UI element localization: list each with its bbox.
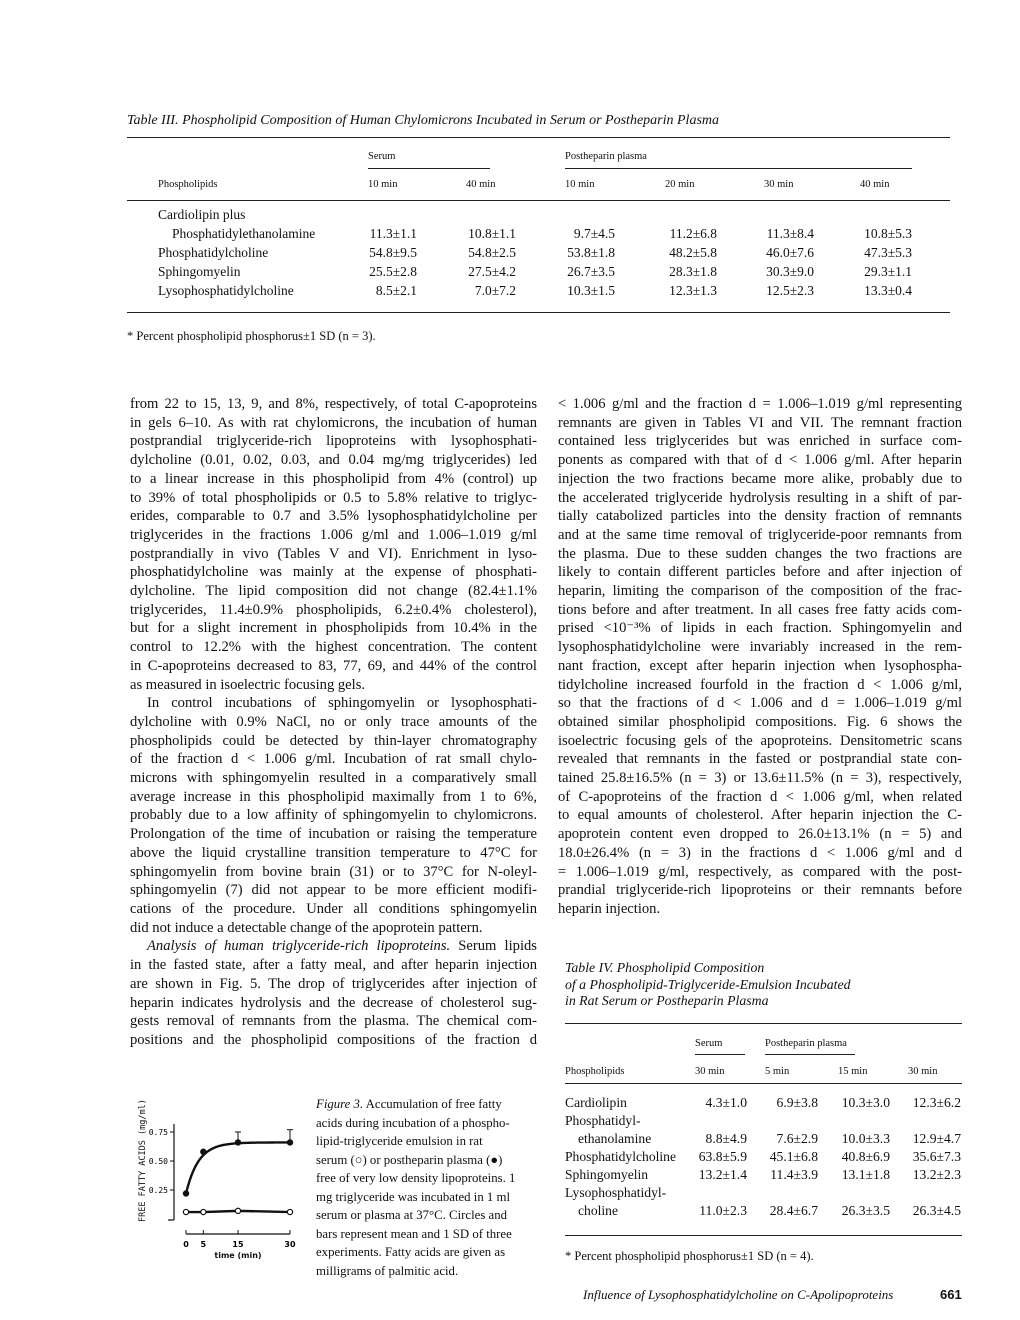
- text-line: remnants are given in Tables VI and VII. The remnant fraction: [558, 414, 962, 431]
- text-line: average increase in this phospholipid maximally from 1 to 6%,: [130, 788, 537, 805]
- text-line: to a linear increase in this phospholipid from 4% (control) up: [130, 470, 537, 487]
- table4-title-line: in Rat Serum or Postheparin Plasma: [565, 993, 769, 1008]
- caption-text: experiments. Fatty acids are given as: [316, 1245, 506, 1259]
- x-tick-label: 0: [183, 1240, 189, 1249]
- page-number: 661: [940, 1287, 962, 1302]
- table4-top-rule: [565, 1023, 962, 1024]
- caption-text: milligrams of palmitic acid.: [316, 1263, 459, 1278]
- table-cell: 46.0±7.6: [766, 245, 814, 260]
- table-cell: 35.6±7.3: [912, 1149, 961, 1164]
- table-cell: 53.8±1.8: [567, 245, 615, 260]
- row-label: choline: [578, 1203, 619, 1218]
- y-tick-label: 0.50: [148, 1157, 168, 1166]
- table3-header: 10 min: [368, 179, 398, 190]
- text-line: [130, 937, 537, 956]
- table-cell: 11.2±6.8: [669, 226, 717, 241]
- table-cell: 6.9±3.8: [776, 1095, 818, 1110]
- text-line: are shown in Fig. 5. The drop of triglycerides after injection of: [130, 975, 537, 992]
- text-line: isoelectric focusing gels of the apoproteins. Densitometric scans: [558, 732, 962, 749]
- text-line: prandial triglyceride-rich lipoproteins or their remnants before: [558, 882, 962, 899]
- caption-line: [316, 1225, 540, 1244]
- text-line: probably due to a low affinity of sphingomyelin to chylomicrons.: [130, 807, 537, 824]
- caption-text: bars represent mean and 1 SD of three: [316, 1226, 512, 1241]
- text-line: control to 12.2% with the highest concentration. The content: [130, 639, 537, 656]
- table3-footnote: * Percent phospholipid phosphorus±1 SD (n = 3).: [127, 329, 376, 343]
- caption-line: [316, 1188, 540, 1207]
- table-cell: 12.3±1.3: [669, 283, 717, 298]
- table4-header: Phospholipids: [565, 1066, 625, 1077]
- row-label: Phosphatidyl-: [565, 1113, 641, 1128]
- table3-post-rule: [565, 168, 912, 169]
- text-line: phospholipids could be detected by thin-layer chromatography: [130, 732, 537, 749]
- text-line: < 1.006 g/ml and the fraction d = 1.006–1.019 g/ml representing: [558, 396, 962, 412]
- caption-line: [316, 1206, 540, 1225]
- text-line: prised <10⁻³% of lipids in each fraction. Sphingomyelin and: [558, 620, 962, 637]
- row-label: Lysophosphatidylcholine: [158, 283, 294, 298]
- table4-footnote: * Percent phospholipid phosphorus±1 SD (n = 4).: [565, 1249, 814, 1263]
- table3-header: Phospholipids: [158, 179, 218, 190]
- text-line: to equal amounts of cholesterol. After heparin injection the C-: [558, 807, 962, 824]
- left-column-text: [130, 395, 537, 1050]
- text-line: from 22 to 15, 13, 9, and 8%, respectively, of total C-apoproteins: [130, 396, 537, 412]
- figure3-chart: [120, 1090, 310, 1270]
- x-tick-label: 15: [232, 1240, 244, 1249]
- table-cell: 7.0±7.2: [474, 283, 516, 298]
- table-cell: 29.3±1.1: [864, 264, 912, 279]
- row-label: Phosphatidylcholine: [565, 1149, 677, 1164]
- text-line: dylcholine with 0.9% NaCl, no or only trace amounts of the: [130, 713, 537, 730]
- text-line: heparin, limiting the comparison of the composition of the frac-: [558, 583, 962, 600]
- text-line: tions before and after treatment. In all cases free fatty acids com-: [558, 601, 962, 618]
- text-line: postprandially in vivo (Tables V and VI). Enrichment in lyso-: [130, 545, 537, 562]
- text-line: tidylcholine increased fourfold in the fraction d < 1.006 g/ml,: [558, 676, 962, 693]
- paragraph: [130, 937, 537, 1049]
- text-span: Serum lipids: [450, 938, 537, 955]
- table4-title-line: of a Phospholipid-Triglyceride-Emulsion Incubated: [565, 976, 851, 992]
- text-line: revealed that remnants in the fasted or postprandial state con-: [558, 751, 962, 768]
- table-cell: 54.8±9.5: [369, 245, 417, 260]
- caption-line: [316, 1243, 540, 1262]
- data-point: [201, 1149, 206, 1154]
- table-cell: 45.1±6.8: [769, 1149, 818, 1164]
- table3-header: 20 min: [665, 179, 695, 190]
- text-line: cations of the procedure. Under all conditions sphingomyelin: [130, 900, 537, 917]
- table-cell: 13.3±0.4: [864, 283, 912, 298]
- text-line: to 39% of total phospholipids or 0.5 to 5.8% relative to triglyc-: [130, 489, 537, 506]
- table-cell: 12.9±4.7: [912, 1131, 961, 1146]
- text-line: in C-apoproteins decreased to 83, 77, 69, and 44% of the control: [130, 657, 537, 674]
- text-line: injection the two fractions became more alike, probably due to: [558, 470, 962, 487]
- table-cell: 26.7±3.5: [567, 264, 615, 279]
- text-line: dylcholine. The lipid composition did not change (82.4±1.1%: [130, 583, 537, 600]
- caption-line: [316, 1095, 540, 1114]
- text-line: triglycerides in the fractions 1.006 g/ml and 1.006–1.019 g/ml: [130, 526, 537, 543]
- text-line: likely to contain different particles before and after injection of: [558, 564, 962, 581]
- text-line: tially catabolized particles into the density fraction of remnants: [558, 508, 962, 525]
- table-cell: 28.4±6.7: [769, 1203, 818, 1218]
- data-point: [287, 1209, 292, 1214]
- paragraph: [130, 694, 537, 937]
- right-column-text: [558, 395, 962, 919]
- caption-line: [316, 1151, 540, 1170]
- paragraph: [558, 395, 962, 919]
- table3-group-serum: Serum: [368, 151, 396, 162]
- data-point: [183, 1209, 188, 1214]
- row-label: ethanolamine: [578, 1131, 652, 1146]
- text-line: triglycerides, 11.4±0.9% phospholipids, 6.2±0.4% cholesterol),: [130, 601, 537, 618]
- text-line: contained less triglycerides but was enriched in surface com-: [558, 433, 962, 450]
- table-cell: 11.0±2.3: [699, 1203, 747, 1218]
- text-line: of C-apoproteins of the fraction d < 1.006 g/ml, when related: [558, 788, 962, 805]
- table-cell: 10.3±3.0: [841, 1095, 890, 1110]
- text-line: and at the same time removal of triglyceride-poor remnants from: [558, 526, 962, 543]
- text-line: sphingomyelin (7) did not appear to be more efficient modifi-: [130, 882, 537, 899]
- table-cell: 48.2±5.8: [669, 245, 717, 260]
- data-point: [183, 1191, 188, 1196]
- text-line: tained 25.8±16.5% (n = 3) or 13.6±11.5% (n = 3), respectively,: [558, 770, 962, 787]
- text-line: nant fraction, except after heparin injection when lysophospha-: [558, 657, 962, 674]
- table4-group-serum: Serum: [695, 1038, 723, 1049]
- table3-title: Table III. Phospholipid Composition of Human Chylomicrons Incubated in Serum or Postheparin Plasma: [127, 113, 719, 128]
- table-cell: 63.8±5.9: [698, 1149, 747, 1164]
- table-cell: 11.4±3.9: [770, 1167, 818, 1182]
- text-line: = 1.006–1.019 g/ml, respectively, as compared with the post-: [558, 863, 962, 880]
- table4-header: 30 min: [695, 1066, 725, 1077]
- table-cell: 10.8±5.3: [864, 226, 912, 241]
- table4-header: 5 min: [765, 1066, 790, 1077]
- table4-header: 15 min: [838, 1066, 868, 1077]
- table3-serum-rule: [368, 168, 490, 169]
- text-line: postprandial triglyceride-rich lipoproteins with lysophosphati-: [130, 433, 537, 450]
- table3-header: 10 min: [565, 179, 595, 190]
- table-cell: 10.3±1.5: [567, 283, 615, 298]
- text-line: 18.0±26.4% (n = 3) in the fractions d < 1.006 g/ml and d: [558, 844, 962, 861]
- chart-xlabel: time (min): [214, 1251, 262, 1260]
- table-cell: 11.3±1.1: [369, 226, 417, 241]
- table4-header-rule: [565, 1083, 962, 1084]
- data-point: [235, 1208, 240, 1213]
- data-point: [235, 1140, 240, 1145]
- running-title: Influence of Lysophosphatidylcholine on C-Apolipoproteins: [583, 1287, 894, 1302]
- table-cell: 12.3±6.2: [912, 1095, 961, 1110]
- caption-line: [316, 1132, 540, 1151]
- table3-header: 40 min: [466, 179, 496, 190]
- table3-header: 40 min: [860, 179, 890, 190]
- table-cell: 54.8±2.5: [468, 245, 516, 260]
- figure-label: Figure 3.: [316, 1097, 364, 1111]
- section-heading: Analysis of human triglyceride-rich lipoproteins.: [147, 938, 451, 955]
- y-tick-label: 0.75: [148, 1128, 168, 1137]
- text-line: erides, comparable to 0.7 and 3.5% lysophosphatidylcholine per: [130, 508, 537, 525]
- text-line: so that the fractions of d < 1.006 and d = 1.006–1.019 g/ml: [558, 695, 962, 712]
- text-line: phosphatidylcholine was mainly at the expense of phosphati-: [130, 564, 537, 581]
- row-label: Sphingomyelin: [158, 264, 241, 279]
- table-cell: 27.5±4.2: [468, 264, 516, 279]
- table-cell: 8.8±4.9: [705, 1131, 747, 1146]
- table3-header: 30 min: [764, 179, 794, 190]
- chart-ylabel: FREE FATTY ACIDS (mg/ml): [138, 1099, 148, 1222]
- caption-text: mg triglyceride was incubated in 1 ml: [316, 1189, 511, 1204]
- caption-text: lipid-triglyceride emulsion in rat: [316, 1134, 483, 1148]
- x-tick-label: 5: [200, 1240, 207, 1249]
- table4-post-rule: [765, 1054, 855, 1055]
- text-line: did not induce a detectable change of the apoprotein pattern.: [130, 919, 483, 936]
- text-line: In control incubations of sphingomyelin or lysophosphati-: [147, 695, 537, 712]
- text-line: apoprotein content even dropped to 26.0±13.1% (n = 5) and: [558, 826, 962, 843]
- text-line: gests removal of remnants from the plasma. The chemical com-: [130, 1013, 537, 1030]
- text-line: positions and the phospholipid compositions of the fraction d: [130, 1031, 537, 1048]
- caption-line: [316, 1169, 540, 1188]
- table4-title-line: Table IV. Phospholipid Composition: [565, 960, 765, 975]
- table3-bottom-rule: [127, 312, 950, 313]
- data-point: [201, 1209, 206, 1214]
- text-line: the accelerated triglyceride hydrolysis resulting in a shift of par-: [558, 489, 962, 506]
- text-line: but for a slight increment in phospholipids from 10.4% in the: [130, 620, 537, 637]
- table-cell: 13.2±1.4: [698, 1167, 747, 1182]
- paragraph: [130, 395, 537, 694]
- text-line: in gels 6–10. As with rat chylomicrons, the incubation of human: [130, 414, 537, 431]
- table4-group-postheparin: Postheparin plasma: [765, 1038, 847, 1049]
- row-label: Phosphatidylethanolamine: [172, 226, 316, 241]
- caption-line: [316, 1114, 540, 1133]
- table-cell: 4.3±1.0: [705, 1095, 747, 1110]
- table-cell: 11.3±8.4: [766, 226, 814, 241]
- text-line: microns with sphingomyelin resulted in a comparatively small: [130, 770, 537, 787]
- caption-line: [316, 1262, 540, 1281]
- text-line: Prolongation of the time of incubation or raising the temperature: [130, 826, 537, 843]
- row-label: Sphingomyelin: [565, 1167, 649, 1182]
- text-line: dylcholine (0.01, 0.02, 0.03, and 0.04 mg/mg triglycerides) led: [130, 452, 537, 469]
- text-line: heparin indicates hydrolysis and the decrease of cholesterol sug-: [130, 994, 537, 1011]
- data-point: [287, 1140, 292, 1145]
- table-cell: 13.2±2.3: [912, 1167, 961, 1182]
- table-cell: 10.8±1.1: [468, 226, 516, 241]
- x-tick-label: 30: [284, 1240, 296, 1249]
- caption-text: free of very low density lipoproteins. 1: [316, 1171, 516, 1185]
- table3-top-rule: [127, 137, 950, 138]
- table-cell: 30.3±9.0: [766, 264, 814, 279]
- y-tick-label: 0.25: [148, 1186, 168, 1195]
- text-line: sphingomyelin from bovine brain (31) or to 37°C for N-oleyl-: [130, 863, 537, 880]
- text-line: heparin injection.: [558, 900, 661, 917]
- table-cell: 25.5±2.8: [369, 264, 417, 279]
- text-line: as measured in isoelectric focusing gels.: [130, 676, 366, 693]
- caption-text: Accumulation of free fatty: [363, 1097, 502, 1111]
- text-line: ponents as compared with that of d < 1.006 g/ml. After heparin: [558, 452, 962, 469]
- caption-text: acids during incubation of a phospho-: [316, 1115, 510, 1130]
- text-line: obtained similar phospholipid compositions. Fig. 6 shows the: [558, 713, 962, 730]
- table-cell: 8.5±2.1: [375, 283, 417, 298]
- table4-bottom-rule: [565, 1235, 962, 1236]
- text-line: the plasma. Due to these sudden changes the two fractions are: [558, 545, 962, 562]
- text-line: of the fraction d < 1.006 g/ml. Incubation of rat small chylo-: [130, 751, 537, 768]
- table-cell: 10.0±3.3: [841, 1131, 890, 1146]
- table-cell: 26.3±3.5: [841, 1203, 890, 1218]
- text-line: in the fasted state, after a fatty meal, and after heparin injection: [130, 957, 537, 974]
- caption-text: serum or plasma at 37°C. Circles and: [316, 1208, 507, 1222]
- row-label: Phosphatidylcholine: [158, 245, 269, 260]
- text-line: lysophosphatidylcholine were invariably increased in the rem-: [558, 639, 962, 656]
- text-line: above the liquid crystalline transition temperature to 47°C for: [130, 844, 537, 861]
- row-label: Lysophosphatidyl-: [565, 1185, 667, 1200]
- table3-group-postheparin: Postheparin plasma: [565, 151, 647, 162]
- table4-title: [565, 960, 850, 1010]
- table-cell: 47.3±5.3: [864, 245, 912, 260]
- table-cell: 12.5±2.3: [766, 283, 814, 298]
- row-label: Cardiolipin: [565, 1095, 627, 1110]
- table3-header-rule: [127, 200, 950, 201]
- figure3-caption: [316, 1095, 540, 1280]
- table-cell: 26.3±4.5: [912, 1203, 961, 1218]
- table4-serum-rule: [695, 1054, 745, 1055]
- table4-header: 30 min: [908, 1066, 938, 1077]
- table-cell: 9.7±4.5: [573, 226, 615, 241]
- table-cell: 28.3±1.8: [669, 264, 717, 279]
- table-cell: 7.6±2.9: [776, 1131, 818, 1146]
- table-cell: 13.1±1.8: [841, 1167, 890, 1182]
- table-cell: 40.8±6.9: [841, 1149, 890, 1164]
- caption-text: serum (○) or postheparin plasma (●): [316, 1152, 503, 1167]
- row-label: Cardiolipin plus: [158, 207, 246, 222]
